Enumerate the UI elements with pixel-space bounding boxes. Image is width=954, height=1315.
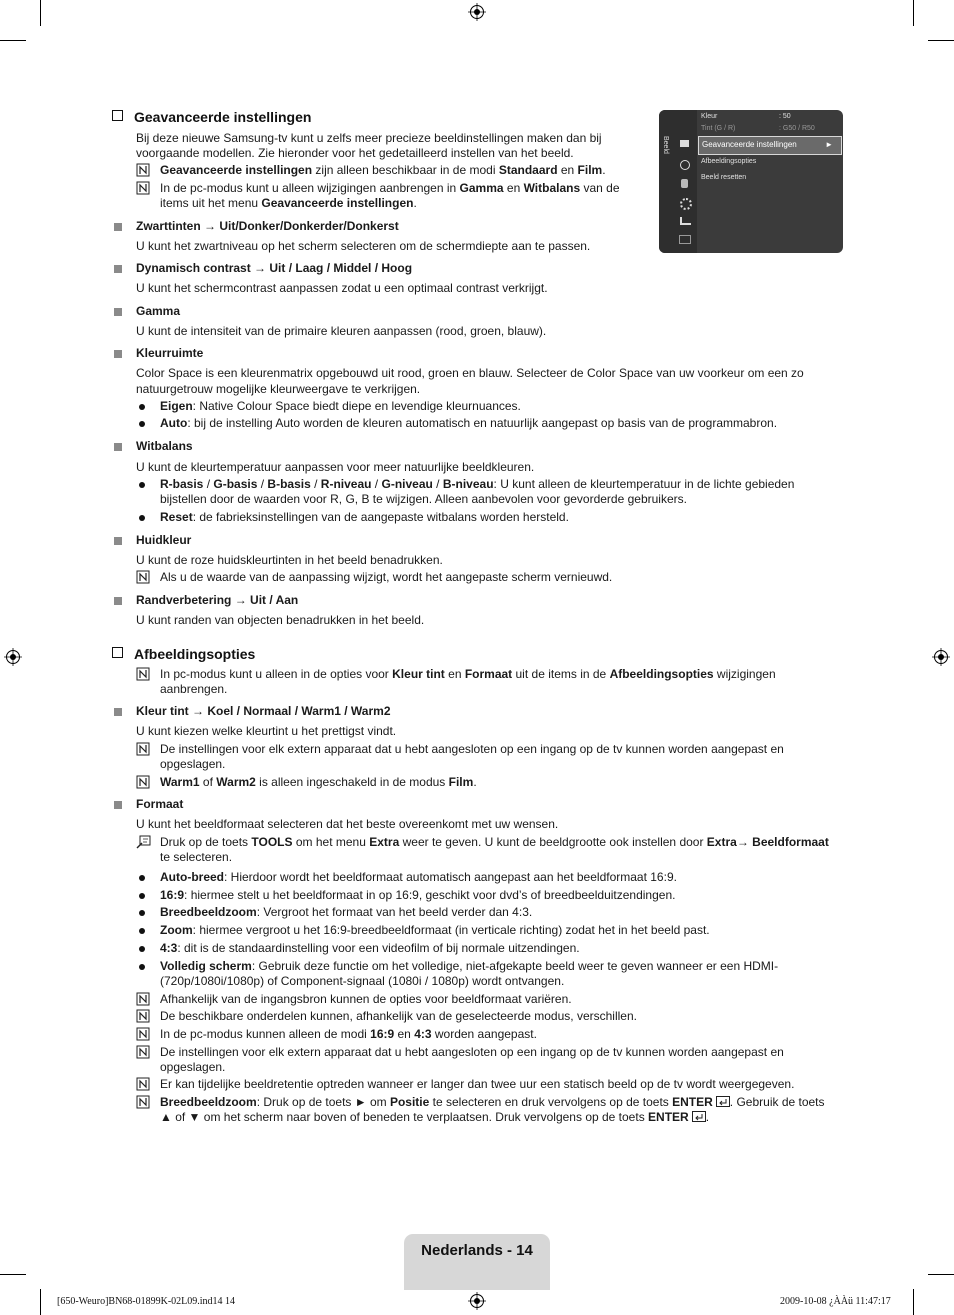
note-icon xyxy=(136,181,152,195)
note-icon xyxy=(136,1027,152,1041)
square-bullet-icon xyxy=(114,537,122,545)
note-icon xyxy=(136,570,152,584)
picture-icon xyxy=(680,140,689,147)
note-text: opgeslagen. xyxy=(160,757,226,771)
note-text: De beschikbare onderdelen kunnen, afhankelijk van de geselecteerde modus, verschillen. xyxy=(160,1009,637,1023)
menu-row-tint xyxy=(701,125,821,135)
section-title-text: Afbeeldingsopties xyxy=(134,646,256,662)
note-text: Als u de waarde van de aanpassing wijzigt, wordt het aangepaste scherm vernieuwd. xyxy=(160,570,613,584)
square-bullet-icon xyxy=(114,801,122,809)
note-text: Er kan tijdelijke beeldretentie optreden wanneer er langer dan twee uur een statisch beeld op de tv wordt weergegeven. xyxy=(160,1077,795,1091)
bullet-dot-icon xyxy=(139,910,145,916)
bullet-dot-icon xyxy=(139,928,145,934)
bullet-text: Zoom: hiermee vergroot u het 16:9-breedbeeldformaat (in verticale richting) zodat het in het beeld past. xyxy=(160,923,710,937)
note-text: Geavanceerde instellingen zijn alleen beschikbaar in de modi Standaard en Film. xyxy=(160,163,606,177)
note-icon xyxy=(136,1077,152,1091)
note-icon xyxy=(136,742,152,756)
checkbox-icon xyxy=(112,647,123,658)
paragraph: natuurgetrouw mogelijke kleurweergave te verkrijgen. xyxy=(136,382,421,396)
channel-icon xyxy=(681,179,688,188)
menu-row-value: : G50 / R50 xyxy=(779,125,815,132)
bullet-dot-icon xyxy=(139,875,145,881)
menu-row-kleur xyxy=(701,113,821,123)
square-bullet-icon xyxy=(114,597,122,605)
note-text: In de pc-modus kunt u alleen wijzigingen aanbrengen in Gamma en Witbalans van de xyxy=(160,181,620,195)
item-heading: Randverbetering → Uit / Aan xyxy=(136,593,299,607)
square-bullet-icon xyxy=(114,223,122,231)
menu-row-label: Kleur xyxy=(701,113,718,120)
registration-mark-icon xyxy=(4,648,22,666)
section-title-afbeeldingsopties xyxy=(112,646,255,662)
note-text: ▲ of ▼ om het scherm naar boven of beneden te verplaatsen. Druk vervolgens op de toets ENTER . xyxy=(160,1110,710,1124)
bullet-dot-icon xyxy=(139,893,145,899)
bullet-text: Volledig scherm: Gebruik deze functie om het volledige, niet-afgekapte beeld weer te geven wanneer er een HDMI- xyxy=(160,959,779,973)
note-text: Afhankelijk van de ingangsbron kunnen de opties voor beeldformaat variëren. xyxy=(160,992,572,1006)
note-text: In de pc-modus kunnen alleen de modi 16:9 en 4:3 worden aangepast. xyxy=(160,1027,537,1041)
square-bullet-icon xyxy=(114,350,122,358)
print-file-info: [650-Weuro]BN68-01899K-02L09.ind14 14 xyxy=(57,1296,236,1307)
item-heading: Kleurruimte xyxy=(136,346,204,360)
enter-icon xyxy=(716,1096,730,1107)
menu-row-label: Afbeeldingsopties xyxy=(701,158,757,165)
paragraph: U kunt de kleurtemperatuur aanpassen voor meer natuurlijke beeldkleuren. xyxy=(136,460,535,474)
print-date-info: 2009-10-08 ¿ÀÀü 11:47:17 xyxy=(780,1296,891,1307)
registration-mark-icon xyxy=(468,1292,486,1310)
item-heading: Gamma xyxy=(136,304,181,318)
item-heading: Kleur tint → Koel / Normaal / Warm1 / Warm2 xyxy=(136,704,391,718)
tip-text: te selecteren. xyxy=(160,850,233,864)
note-icon xyxy=(136,1045,152,1059)
menu-row-value: : 50 xyxy=(779,113,791,120)
note-icon xyxy=(136,163,152,177)
crop-mark xyxy=(40,1289,41,1315)
note-icon xyxy=(136,1095,152,1109)
page-number: Nederlands - 14 xyxy=(421,1242,533,1259)
item-heading: Witbalans xyxy=(136,439,193,453)
right-arrow-icon: ► xyxy=(825,140,833,149)
bullet-text: Reset: de fabrieksinstellingen van de aangepaste witbalans worden hersteld. xyxy=(160,510,569,524)
bullet-text: R-basis / G-basis / B-basis / R-niveau / G-niveau / B-niveau: U kunt alleen de kleurtemperatuur in de lichte gebieden xyxy=(160,477,795,491)
item-heading: Huidkleur xyxy=(136,533,192,547)
menu-highlight-label: Geavanceerde instellingen xyxy=(702,140,797,149)
note-text: De instellingen voor elk extern apparaat dat u hebt aangesloten op een ingang op de tv kunnen worden aangepast en xyxy=(160,1045,784,1059)
crop-mark xyxy=(0,1274,26,1275)
crop-mark xyxy=(913,1289,914,1315)
paragraph: U kunt het zwartniveau op het scherm selecteren om de schermdiepte aan te passen. xyxy=(136,239,591,253)
menu-row-label: Beeld resetten xyxy=(701,174,747,181)
paragraph: voorgaande modellen. Zie hieronder voor het gedetailleerd instellen van het beeld. xyxy=(136,146,574,160)
registration-mark-icon xyxy=(932,648,950,666)
bullet-dot-icon xyxy=(139,964,145,970)
tools-tip-icon xyxy=(136,835,152,849)
menu-row-label: Tint (G / R) xyxy=(701,125,736,132)
crop-mark xyxy=(0,40,26,41)
sound-icon xyxy=(680,160,690,170)
crop-mark xyxy=(913,0,914,26)
note-text: aanbrengen. xyxy=(160,682,228,696)
square-bullet-icon xyxy=(114,708,122,716)
bullet-dot-icon xyxy=(139,421,145,427)
note-text: items uit het menu Geavanceerde instellingen. xyxy=(160,196,417,210)
menu-side-label: Beeld xyxy=(662,136,669,154)
square-bullet-icon xyxy=(114,308,122,316)
note-icon xyxy=(136,667,152,681)
paragraph: U kunt de roze huidskleurtinten in het beeld benadrukken. xyxy=(136,553,443,567)
bullet-text: Auto: bij de instelling Auto worden de kleuren automatisch en natuurlijk aangepast op basis van de programmabron. xyxy=(160,416,778,430)
item-heading: Formaat xyxy=(136,797,184,811)
note-text: opgeslagen. xyxy=(160,1060,226,1074)
note-text: De instellingen voor elk extern apparaat dat u hebt aangesloten op een ingang op de tv kunnen worden aangepast en xyxy=(160,742,784,756)
note-text: Warm1 of Warm2 is alleen ingeschakeld in de modus Film. xyxy=(160,775,477,789)
bullet-text: bijstellen door de waarden voor R, G, B te wijzigen. Alleen aanbevolen voor gevorderde gebruikers. xyxy=(160,492,687,506)
crop-mark xyxy=(928,1274,954,1275)
enter-icon xyxy=(692,1111,706,1122)
note-text: Breedbeeldzoom: Druk op de toets ► om Positie te selecteren en druk vervolgens op de toets ENTER . Gebruik de toets xyxy=(160,1095,825,1109)
paragraph: U kunt het schermcontrast aanpassen zodat u een optimaal contrast verkrijgt. xyxy=(136,281,548,295)
bullet-text: Auto-breed: Hierdoor wordt het beeldformaat automatisch aangepast aan het beeldformaat 16:9. xyxy=(160,870,677,884)
note-icon xyxy=(136,775,152,789)
paragraph: Color Space is een kleurenmatrix opgebouwd uit rood, groen en blauw. Selecteer de Color Space van uw voorkeur om een zo xyxy=(136,366,804,380)
paragraph: U kunt randen van objecten benadrukken in het beeld. xyxy=(136,613,425,627)
bullet-text: Eigen: Native Colour Space biedt diepe en levendige kleurnuances. xyxy=(160,399,521,413)
bullet-text: Breedbeeldzoom: Vergroot het formaat van het beeld verder dan 4:3. xyxy=(160,905,533,919)
section-title-text: Geavanceerde instellingen xyxy=(134,109,312,125)
bullet-text: 16:9: hiermee stelt u het beeldformaat in op 16:9, geschikt voor dvd’s of breedbeelduitzendingen. xyxy=(160,888,676,902)
bullet-text: (720p/1080i/1080p) of Component-signaal (1080i / 1080p) wordt ontvangen. xyxy=(160,974,565,988)
bullet-dot-icon xyxy=(139,946,145,952)
square-bullet-icon xyxy=(114,265,122,273)
paragraph: U kunt kiezen welke kleurtint u het prettigst vindt. xyxy=(136,724,397,738)
crop-mark xyxy=(928,40,954,41)
note-icon xyxy=(136,992,152,1006)
registration-mark-icon xyxy=(468,3,486,21)
paragraph: U kunt het beeldformaat selecteren dat het beste overeenkomt met uw wensen. xyxy=(136,817,559,831)
item-heading: Zwarttinten → Uit/Donker/Donkerder/Donkerst xyxy=(136,219,399,233)
bullet-dot-icon xyxy=(139,404,145,410)
checkbox-icon xyxy=(112,110,123,121)
note-icon xyxy=(136,1009,152,1023)
bullet-text: 4:3: dit is de standaardinstelling voor een videofilm of bij normale uitzendingen. xyxy=(160,941,580,955)
menu-row-beeld-resetten[interactable] xyxy=(701,174,746,184)
bullet-dot-icon xyxy=(139,515,145,521)
item-heading: Dynamisch contrast → Uit / Laag / Middel / Hoog xyxy=(136,261,413,275)
paragraph: U kunt de intensiteit van de primaire kleuren aanpassen (rood, groen, blauw). xyxy=(136,324,547,338)
section-title-geavanceerde xyxy=(112,109,311,125)
setup-gear-icon xyxy=(680,198,692,210)
note-text: In pc-modus kunt u alleen in de opties voor Kleur tint en Formaat uit de items in de Afbeeldingsopties wijzigingen xyxy=(160,667,776,681)
bullet-dot-icon xyxy=(139,482,145,488)
paragraph: Bij deze nieuwe Samsung-tv kunt u zelfs meer precieze beeldinstellingen maken dan bij xyxy=(136,131,602,145)
crop-mark xyxy=(40,0,41,26)
menu-row-afbeeldingsopties[interactable] xyxy=(701,158,756,168)
square-bullet-icon xyxy=(114,443,122,451)
menu-row-geavanceerde-instellingen[interactable] xyxy=(698,136,842,155)
tip-text: Druk op de toets TOOLS om het menu Extra weer te geven. U kunt de beeldgrootte ook instellen door Extra→ Beeldformaat xyxy=(160,835,829,849)
